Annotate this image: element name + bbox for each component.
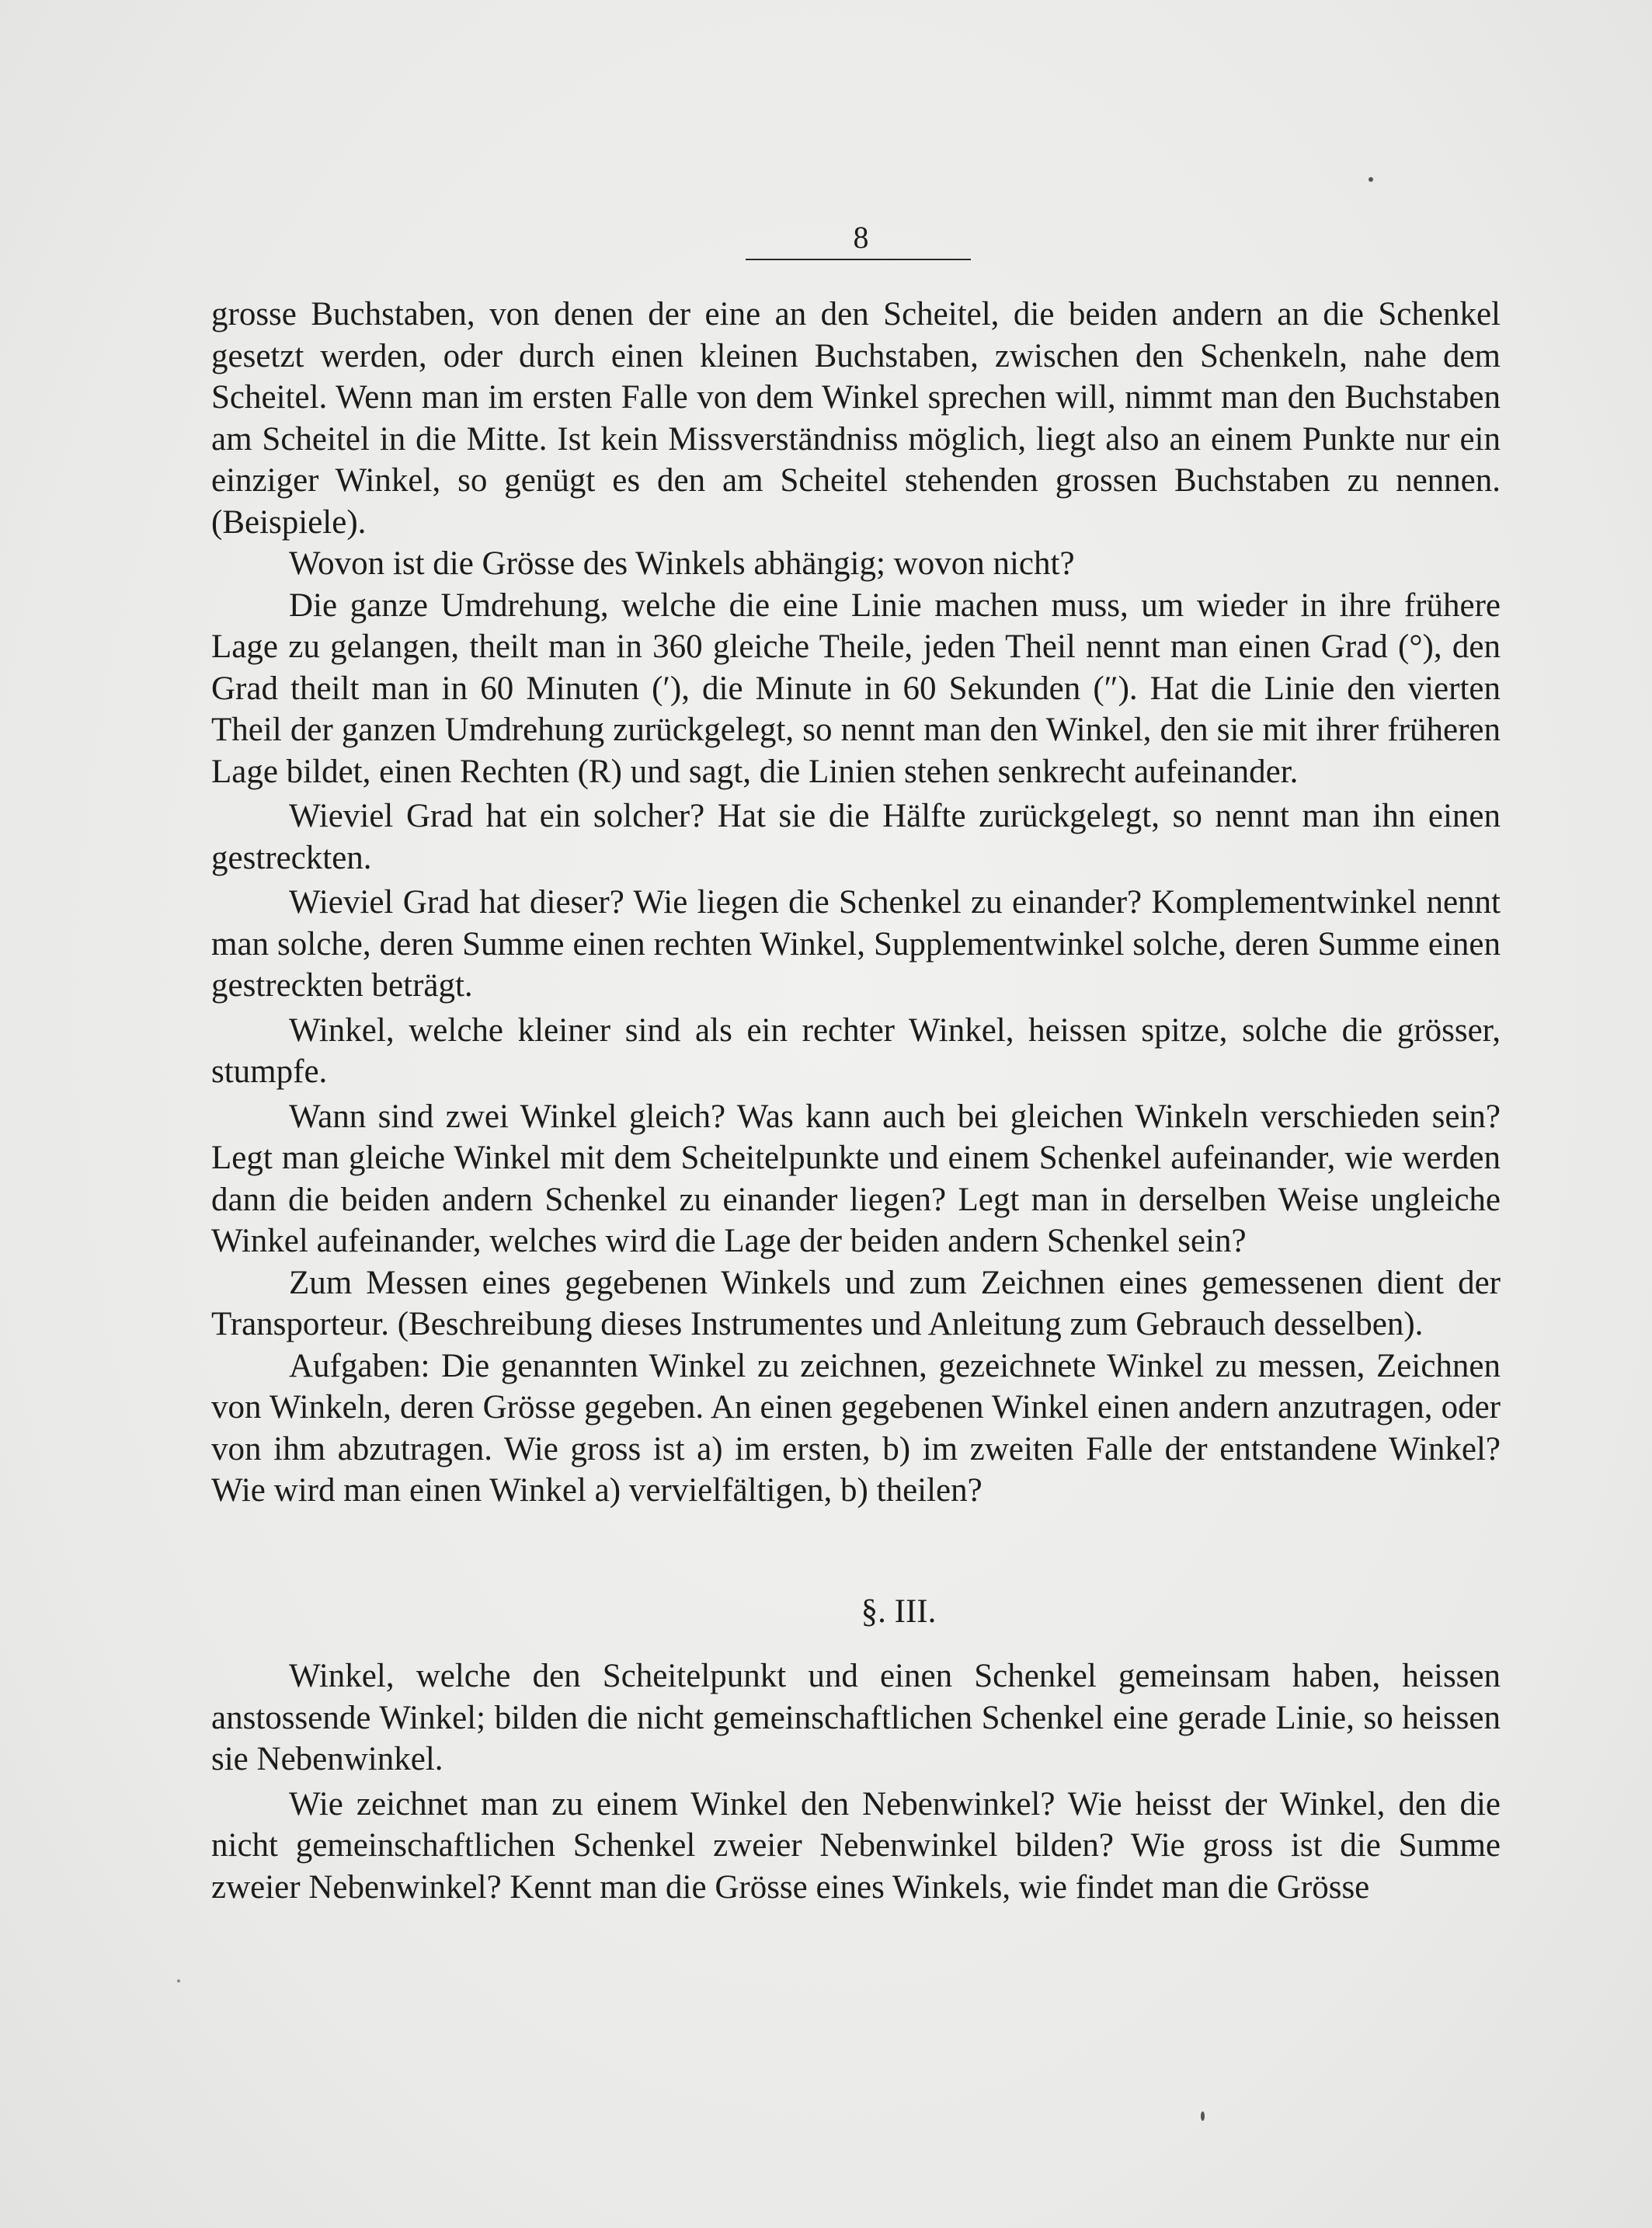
page-number: 8 — [853, 220, 869, 255]
paragraph-rotation-degrees: Die ganze Umdrehung, welche die eine Linie machen muss, um wieder in ihre frühere Lage zu gelangen, theilt man in 360 gleiche Theile, jeden Theil nennt man einen Grad (°), den Grad theilt man in 60 Minuten (′), die Minute in 60 Sekunden (″). Hat die Linie den vierten Theil der ganzen Umdrehung zurückgelegt, so nennt man den Winkel, den sie mit ihrer früheren Lage bildet, einen Rechten (R) und sagt, die Linien stehen senkrecht aufeinander. — [211, 587, 1501, 790]
paragraph-acute-obtuse: Winkel, welche kleiner sind als ein rechter Winkel, heissen spitze, solche die grösser, stumpfe. — [211, 1011, 1501, 1090]
paragraph-question-size: Wovon ist die Grösse des Winkels abhängig; wovon nicht? — [289, 545, 1075, 582]
paragraph-aufgaben: Aufgaben: Die genannten Winkel zu zeichnen, gezeichnete Winkel zu messen, Zeichnen von Winkeln, deren Grösse gegeben. An einen gegebenen Winkel einen andern anzutragen, oder von ihm abzutragen. Wie gross ist a) im ersten, b) im zweiten Falle der entstandene Winkel? Wie wird man einen Winkel a) vervielfältigen, b) theilen? — [211, 1347, 1501, 1509]
section-heading: §. III. — [861, 1593, 937, 1630]
paragraph-transporteur: Zum Messen eines gegebenen Winkels und zum Zeichnen eines gemessenen dient der Transporteur. (Beschreibung dieses Instrumentes und Anleitung zum Gebrauch desselben). — [211, 1264, 1501, 1342]
paper-speck — [1201, 2111, 1205, 2121]
paper-speck — [1369, 177, 1373, 182]
paragraph-adjacent-angles: Winkel, welche den Scheitelpunkt und einen Schenkel gemeinsam haben, heissen anstossende Winkel; bilden die nicht gemeinschaftlichen Schenkel eine gerade Linie, so heissen sie Nebenwinkel. — [211, 1658, 1501, 1777]
paragraph-equal-angles: Wann sind zwei Winkel gleich? Was kann auch bei gleichen Winkeln verschieden sein? Legt man gleiche Winkel mit dem Scheitelpunkte und einem Schenkel aufeinander, wie werden dann die beiden andern Schenkel zu einander liegen? Legt man in derselben Weise ungleiche Winkel aufeinander, welches wird die Lage der beiden andern Schenkel sein? — [211, 1098, 1501, 1259]
paragraph-complement-supplement: Wieviel Grad hat dieser? Wie liegen die Schenkel zu einander? Komplementwinkel nennt man solche, deren Summe einen rechten Winkel, Supplementwinkel solche, deren Summe einen gestreckten beträgt. — [211, 884, 1501, 1004]
paragraph-continuation: grosse Buchstaben, von denen der eine an den Scheitel, die beiden andern an die Schenkel gesetzt werden, oder durch einen kleinen Buchstaben, zwischen den Schenkeln, nahe dem Scheitel. Wenn man im ersten Falle von dem Winkel sprechen will, nimmt man den Buchstaben am Scheitel in die Mitte. Ist kein Missverständniss möglich, liegt also an einem Punkte nur ein einziger Winkel, so genügt es den am Scheitel stehenden grossen Buchstaben zu nennen. (Beispiele). — [211, 296, 1501, 541]
body-text — [211, 294, 1501, 1908]
paper-speck — [177, 1979, 180, 1983]
paragraph-straight-angle: Wieviel Grad hat ein solcher? Hat sie die Hälfte zurückgelegt, so nennt man ihn einen gestreckten. — [211, 798, 1501, 876]
paragraph-nebenwinkel-questions: Wie zeichnet man zu einem Winkel den Nebenwinkel? Wie heisst der Winkel, den die nicht gemeinschaftlichen Schenkel zweier Nebenwinkel bilden? Wie gross ist die Summe zweier Nebenwinkel? Kennt man die Grösse eines Winkels, wie findet man die Grösse — [211, 1785, 1501, 1906]
header-rule — [746, 259, 971, 260]
